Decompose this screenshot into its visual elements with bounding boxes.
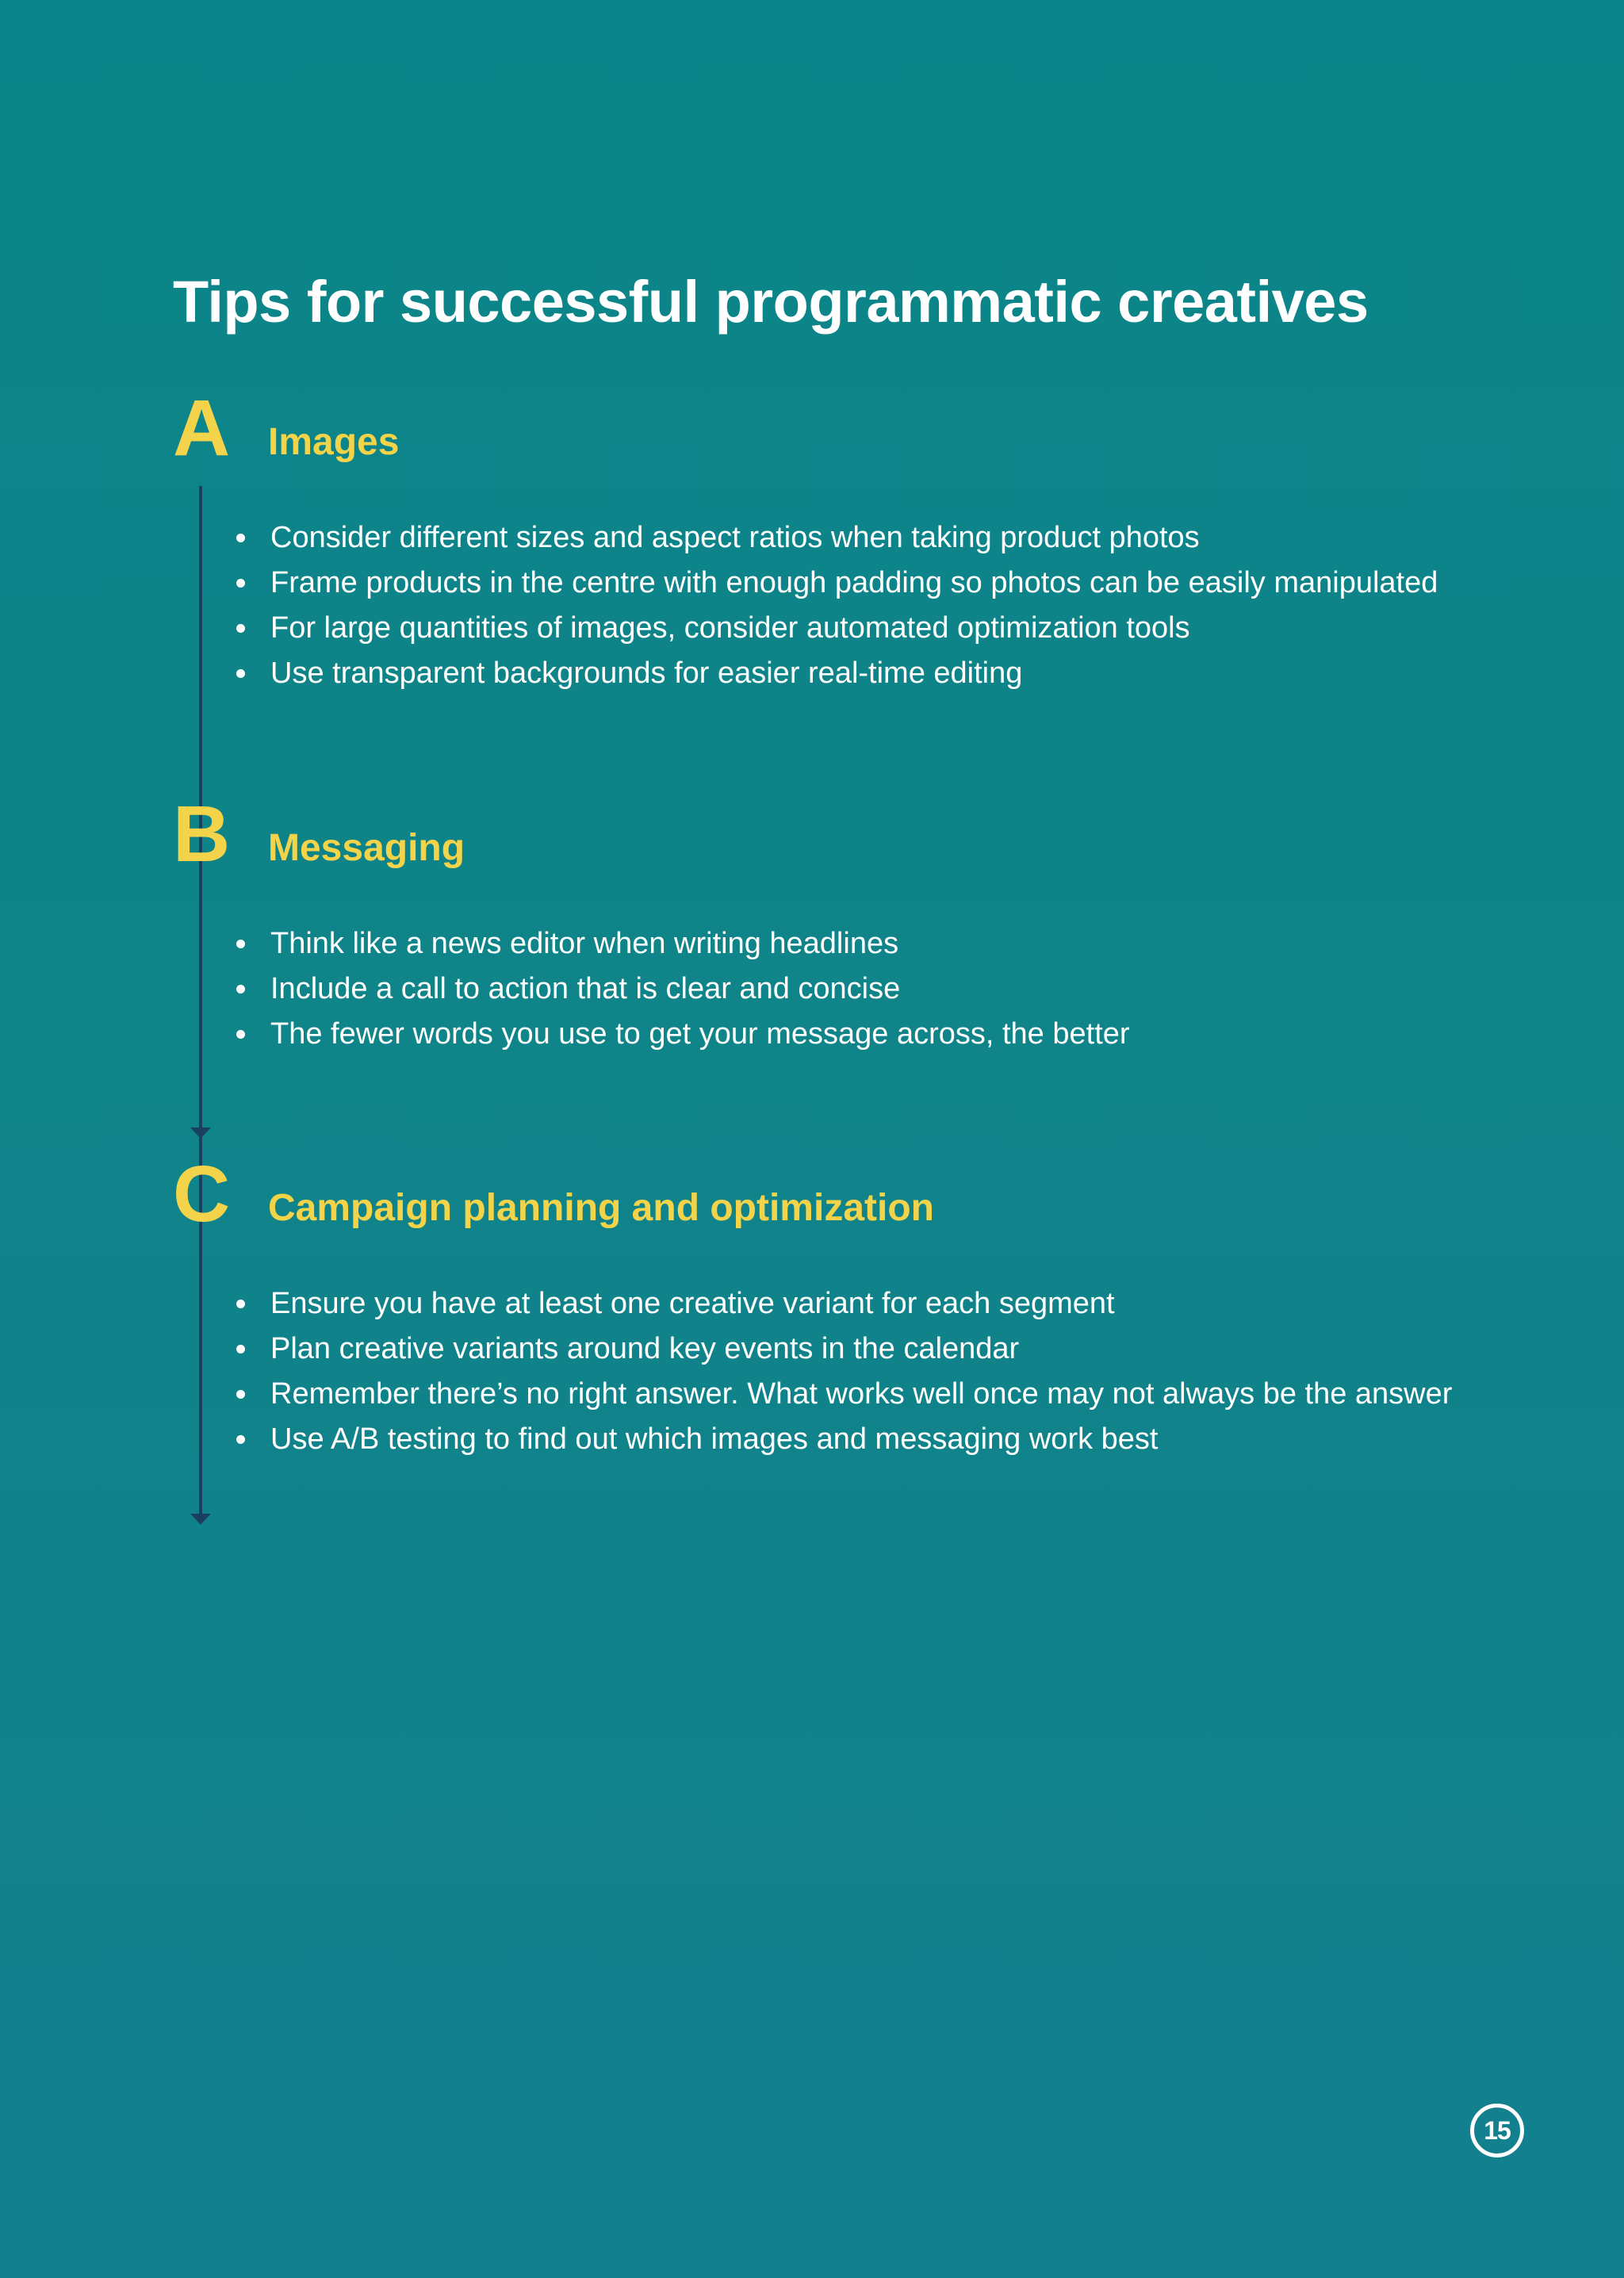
section-letter: B bbox=[173, 790, 231, 879]
list-item: Use A/B testing to find out which images and messaging work best bbox=[232, 1417, 1452, 1462]
list-item: Think like a news editor when writing headlines bbox=[232, 921, 1130, 967]
list-item: Include a call to action that is clear and concise bbox=[232, 967, 1130, 1012]
page-title: Tips for successful programmatic creatives bbox=[173, 269, 1369, 335]
bullet-list bbox=[232, 921, 1130, 1057]
section-letter: A bbox=[173, 384, 231, 473]
list-item: The fewer words you use to get your message across, the better bbox=[232, 1012, 1130, 1057]
bullet-list bbox=[232, 1281, 1452, 1462]
bullet-list bbox=[232, 515, 1438, 696]
section-letter: C bbox=[173, 1150, 231, 1239]
list-item: Use transparent backgrounds for easier real-time editing bbox=[232, 651, 1438, 696]
list-item: Frame products in the centre with enough padding so photos can be easily manipulated bbox=[232, 561, 1438, 606]
list-item: Ensure you have at least one creative variant for each segment bbox=[232, 1281, 1452, 1327]
section-heading: Campaign planning and optimization bbox=[268, 1187, 934, 1229]
section-heading: Images bbox=[268, 421, 400, 463]
page-number-badge: 15 bbox=[1470, 2104, 1524, 2157]
list-item: Plan creative variants around key events in the calendar bbox=[232, 1327, 1452, 1372]
list-item: Remember there’s no right answer. What works well once may not always be the answer bbox=[232, 1372, 1452, 1417]
list-item: Consider different sizes and aspect ratios when taking product photos bbox=[232, 515, 1438, 561]
list-item: For large quantities of images, consider automated optimization tools bbox=[232, 606, 1438, 651]
section-heading: Messaging bbox=[268, 827, 465, 869]
